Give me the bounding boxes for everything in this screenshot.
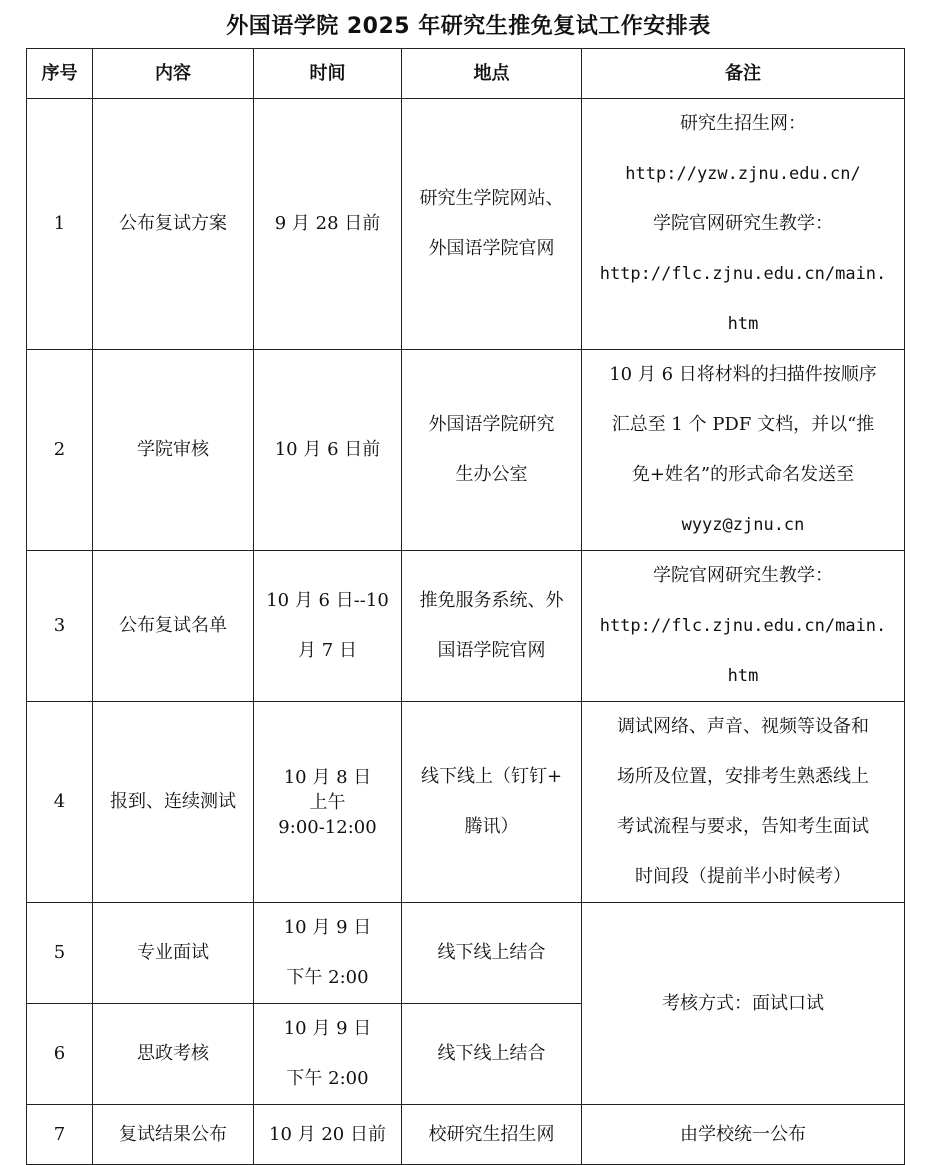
cell-seq: 3 [27, 551, 93, 702]
table-row [27, 1105, 905, 1165]
time-line: 月 7 日 [298, 640, 357, 661]
cell-seq: 4 [27, 702, 93, 903]
note-email[interactable]: wyyz@zjnu.cn [681, 515, 805, 535]
cell-place: 线下线上结合 [402, 903, 582, 1004]
cell-place: 校研究生招生网 [402, 1105, 582, 1165]
place-line: 线下线上（钉钉+ [420, 766, 563, 787]
time-line: 10 月 8 日 [283, 766, 372, 788]
cell-content: 思政考核 [93, 1004, 254, 1105]
note-line: 学院官网研究生教学： [653, 213, 833, 234]
cell-seq: 2 [27, 350, 93, 551]
cell-seq: 7 [27, 1105, 93, 1165]
schedule-table [26, 48, 905, 1165]
cell-place [402, 551, 582, 702]
place-line: 外国语学院研究 [428, 414, 555, 435]
note-link[interactable]: http://flc.zjnu.edu.cn/main. [599, 264, 887, 284]
time-line: 9:00-12:00 [278, 816, 377, 838]
header-row [27, 49, 905, 99]
cell-time: 10 月 6 日前 [254, 350, 402, 551]
header-place: 地点 [402, 49, 582, 99]
note-line: 汇总至 1 个 PDF 文档，并以“推 [611, 414, 875, 435]
header-time: 时间 [254, 49, 402, 99]
cell-note: 由学校统一公布 [582, 1105, 905, 1165]
time-line: 10 月 9 日 [283, 1018, 372, 1039]
cell-content: 学院审核 [93, 350, 254, 551]
place-line: 国语学院官网 [437, 640, 546, 661]
note-link[interactable]: htm [727, 666, 759, 686]
note-link[interactable]: htm [727, 314, 759, 334]
cell-place: 线下线上结合 [402, 1004, 582, 1105]
header-content: 内容 [93, 49, 254, 99]
time-line: 10 月 6 日--10 [266, 590, 389, 611]
cell-note-merged: 考核方式：面试口试 [582, 903, 905, 1105]
cell-seq: 1 [27, 99, 93, 350]
note-line: 免+姓名”的形式命名发送至 [631, 464, 855, 485]
place-line: 腾讯） [464, 816, 519, 837]
note-line: 时间段（提前半小时候考） [635, 866, 851, 887]
note-line: 10 月 6 日将材料的扫描件按顺序 [609, 364, 877, 385]
time-line: 下午 2:00 [286, 967, 369, 988]
cell-place [402, 350, 582, 551]
cell-time: 9 月 28 日前 [254, 99, 402, 350]
time-line: 上午 [309, 791, 346, 813]
cell-content: 报到、连续测试 [93, 702, 254, 903]
cell-place [402, 702, 582, 903]
table-row [27, 350, 905, 551]
cell-place [402, 99, 582, 350]
note-line: 调试网络、声音、视频等设备和 [617, 716, 869, 737]
cell-time [254, 551, 402, 702]
cell-note [582, 551, 905, 702]
cell-time [254, 1004, 402, 1105]
cell-seq: 5 [27, 903, 93, 1004]
cell-content: 复试结果公布 [93, 1105, 254, 1165]
time-line: 10 月 9 日 [283, 917, 372, 938]
table-row [27, 551, 905, 702]
time-line: 下午 2:00 [286, 1068, 369, 1089]
cell-time: 10 月 20 日前 [254, 1105, 402, 1165]
header-note: 备注 [582, 49, 905, 99]
cell-content: 公布复试方案 [93, 99, 254, 350]
place-line: 生办公室 [455, 464, 528, 485]
page-title: 外国语学院 2025 年研究生推免复试工作安排表 [226, 14, 711, 39]
note-line: 场所及位置，安排考生熟悉线上 [617, 766, 869, 787]
cell-seq: 6 [27, 1004, 93, 1105]
note-link[interactable]: http://yzw.zjnu.edu.cn/ [625, 164, 861, 184]
cell-time [254, 903, 402, 1004]
note-link[interactable]: http://flc.zjnu.edu.cn/main. [599, 616, 887, 636]
note-line: 研究生招生网： [680, 113, 806, 134]
header-seq: 序号 [27, 49, 93, 99]
cell-time [254, 702, 402, 903]
table-row [27, 702, 905, 903]
cell-note [582, 702, 905, 903]
place-line: 研究生学院网站、 [419, 188, 564, 209]
cell-note [582, 350, 905, 551]
note-line: 学院官网研究生教学： [653, 565, 833, 586]
note-line: 考试流程与要求，告知考生面试 [617, 816, 869, 837]
table-row [27, 903, 905, 1004]
place-line: 推免服务系统、外 [419, 590, 564, 611]
place-line: 外国语学院官网 [428, 238, 555, 259]
cell-content: 专业面试 [93, 903, 254, 1004]
cell-content: 公布复试名单 [93, 551, 254, 702]
table-row [27, 99, 905, 350]
cell-note [582, 99, 905, 350]
